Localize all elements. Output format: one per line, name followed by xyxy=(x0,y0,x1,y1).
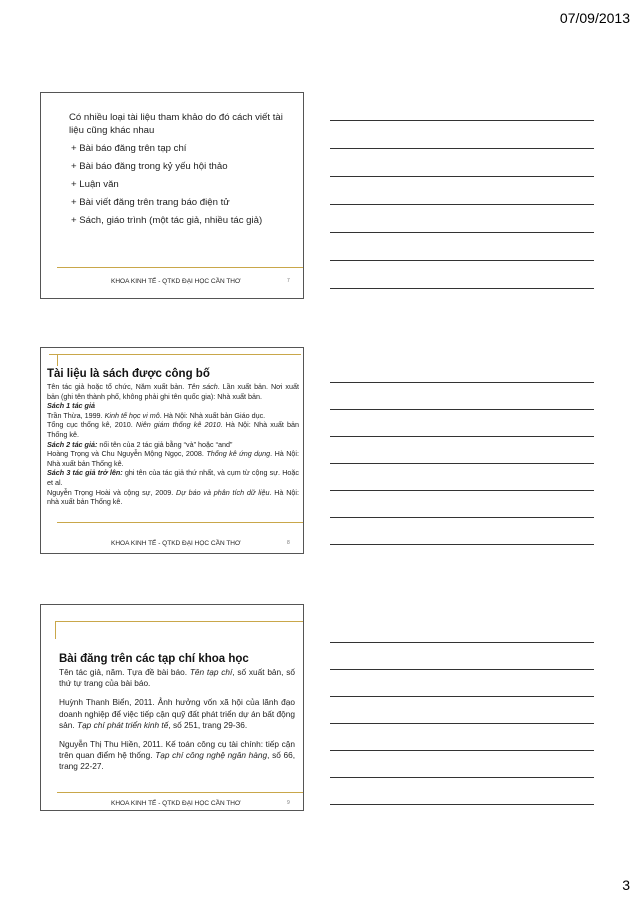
slide-7-content xyxy=(69,111,299,232)
note-line xyxy=(330,436,594,437)
footer-text: KHOA KINH TẾ - QTKD ĐẠI HỌC CẦN THƠ xyxy=(111,800,241,807)
note-line xyxy=(330,723,594,724)
header-accent xyxy=(57,354,58,366)
footer-text: KHOA KINH TẾ - QTKD ĐẠI HỌC CẦN THƠ xyxy=(111,278,241,285)
note-line xyxy=(330,148,594,149)
list-item: + Bài báo đăng trên tạp chí xyxy=(71,143,187,154)
note-line xyxy=(330,669,594,670)
list-item: + Bài viết đăng trên trang báo điện tử xyxy=(71,197,230,208)
list-item: + Luận văn xyxy=(71,179,119,190)
case-paragraph: Sách 3 tác giả trở lên: ghi tên của tác giả thứ nhất, và cụm từ cộng sự. Hoặc et al. xyxy=(47,468,299,487)
note-line xyxy=(330,463,594,464)
footer-divider xyxy=(57,267,303,268)
footer-divider xyxy=(57,522,303,523)
case-label: Sách 1 tác giả xyxy=(47,401,95,411)
note-line xyxy=(330,288,594,289)
example-paragraph: Nguyễn Trọng Hoài và cộng sự, 2009. Dự báo và phân tích dữ liệu. Hà Nội: nhà xuất bản Thống kê. xyxy=(47,487,299,507)
footer-text: KHOA KINH TẾ - QTKD ĐẠI HỌC CẦN THƠ xyxy=(111,540,241,547)
format-paragraph: Tên tác giả, năm. Tựa đề bài báo. Tên tạp chí, số xuất bản, số thứ tự trang của bài báo. xyxy=(59,667,295,689)
slide-7 xyxy=(40,92,304,299)
header-accent xyxy=(55,621,56,639)
page-date: 07/09/2013 xyxy=(559,10,630,26)
slide-9-content xyxy=(59,667,295,781)
note-line xyxy=(330,777,594,778)
note-line xyxy=(330,204,594,205)
note-line xyxy=(330,490,594,491)
example-paragraph: Huỳnh Thanh Biển, 2011. Ảnh hưởng vốn xã hội của lãnh đạo doanh nghiệp để việc tiếp cận quỹ đất phát triển dự án bất động sản. Tạp chí phát triển kinh tế, số 251, trang 29-36. xyxy=(59,697,295,730)
slide-number: 8 xyxy=(287,540,290,546)
note-line xyxy=(330,642,594,643)
slide-number: 9 xyxy=(287,800,290,806)
example-paragraph: Hoàng Trọng và Chu Nguyễn Mộng Ngọc, 2008. Thống kê ứng dụng. Hà Nội: Nhà xuất bản Thống kê. xyxy=(47,449,299,468)
slide-title: Tài liệu là sách được công bố xyxy=(47,368,210,380)
format-paragraph: Tên tác giả hoặc tổ chức, Năm xuất bản. Tên sách. Lần xuất bản. Nơi xuất bản (ghi tên thành phố, không phải ghi tên quốc gia): Nhà xuất bản. xyxy=(47,382,299,401)
note-line xyxy=(330,120,594,121)
header-divider xyxy=(49,354,301,355)
list-item: + Sách, giáo trình (một tác giả, nhiều tác giả) xyxy=(71,215,263,226)
example-paragraph: Trần Thừa, 1999. Kinh tế học vi mô. Hà Nội: Nhà xuất bản Giáo dục. xyxy=(47,410,266,420)
example-paragraph: Tổng cục thống kê, 2010. Niên giám thống kê 2010. Hà Nội: Nhà xuất bản Thống kê. xyxy=(47,420,299,439)
note-line xyxy=(330,176,594,177)
list-item: + Bài báo đăng trong kỷ yếu hội thảo xyxy=(71,161,228,172)
slide-7-intro: Có nhiều loại tài liệu tham khảo do đó cách viết tài liệu cũng khác nhau xyxy=(69,112,283,136)
slide-8 xyxy=(40,347,304,554)
case-paragraph: Sách 2 tác giả: nối tên của 2 tác giả bằng “và” hoặc “and” xyxy=(47,439,233,449)
note-line xyxy=(330,696,594,697)
slide-8-content xyxy=(47,382,299,507)
slide-number: 7 xyxy=(287,278,290,284)
note-line xyxy=(330,544,594,545)
note-line xyxy=(330,260,594,261)
note-line xyxy=(330,517,594,518)
example-paragraph: Nguyễn Thị Thu Hiền, 2011. Kế toán công cụ tài chính: tiếp cận trên quan điểm hệ thống. Tạp chí công nghệ ngân hàng, số 66, trang 22-27. xyxy=(59,739,295,772)
slide-title: Bài đăng trên các tạp chí khoa học xyxy=(59,653,249,665)
slide-9 xyxy=(40,604,304,811)
note-line xyxy=(330,382,594,383)
footer-divider xyxy=(57,792,303,793)
note-line xyxy=(330,409,594,410)
note-line xyxy=(330,750,594,751)
page-number: 3 xyxy=(622,877,630,893)
note-line xyxy=(330,804,594,805)
header-divider xyxy=(55,621,303,622)
note-line xyxy=(330,232,594,233)
